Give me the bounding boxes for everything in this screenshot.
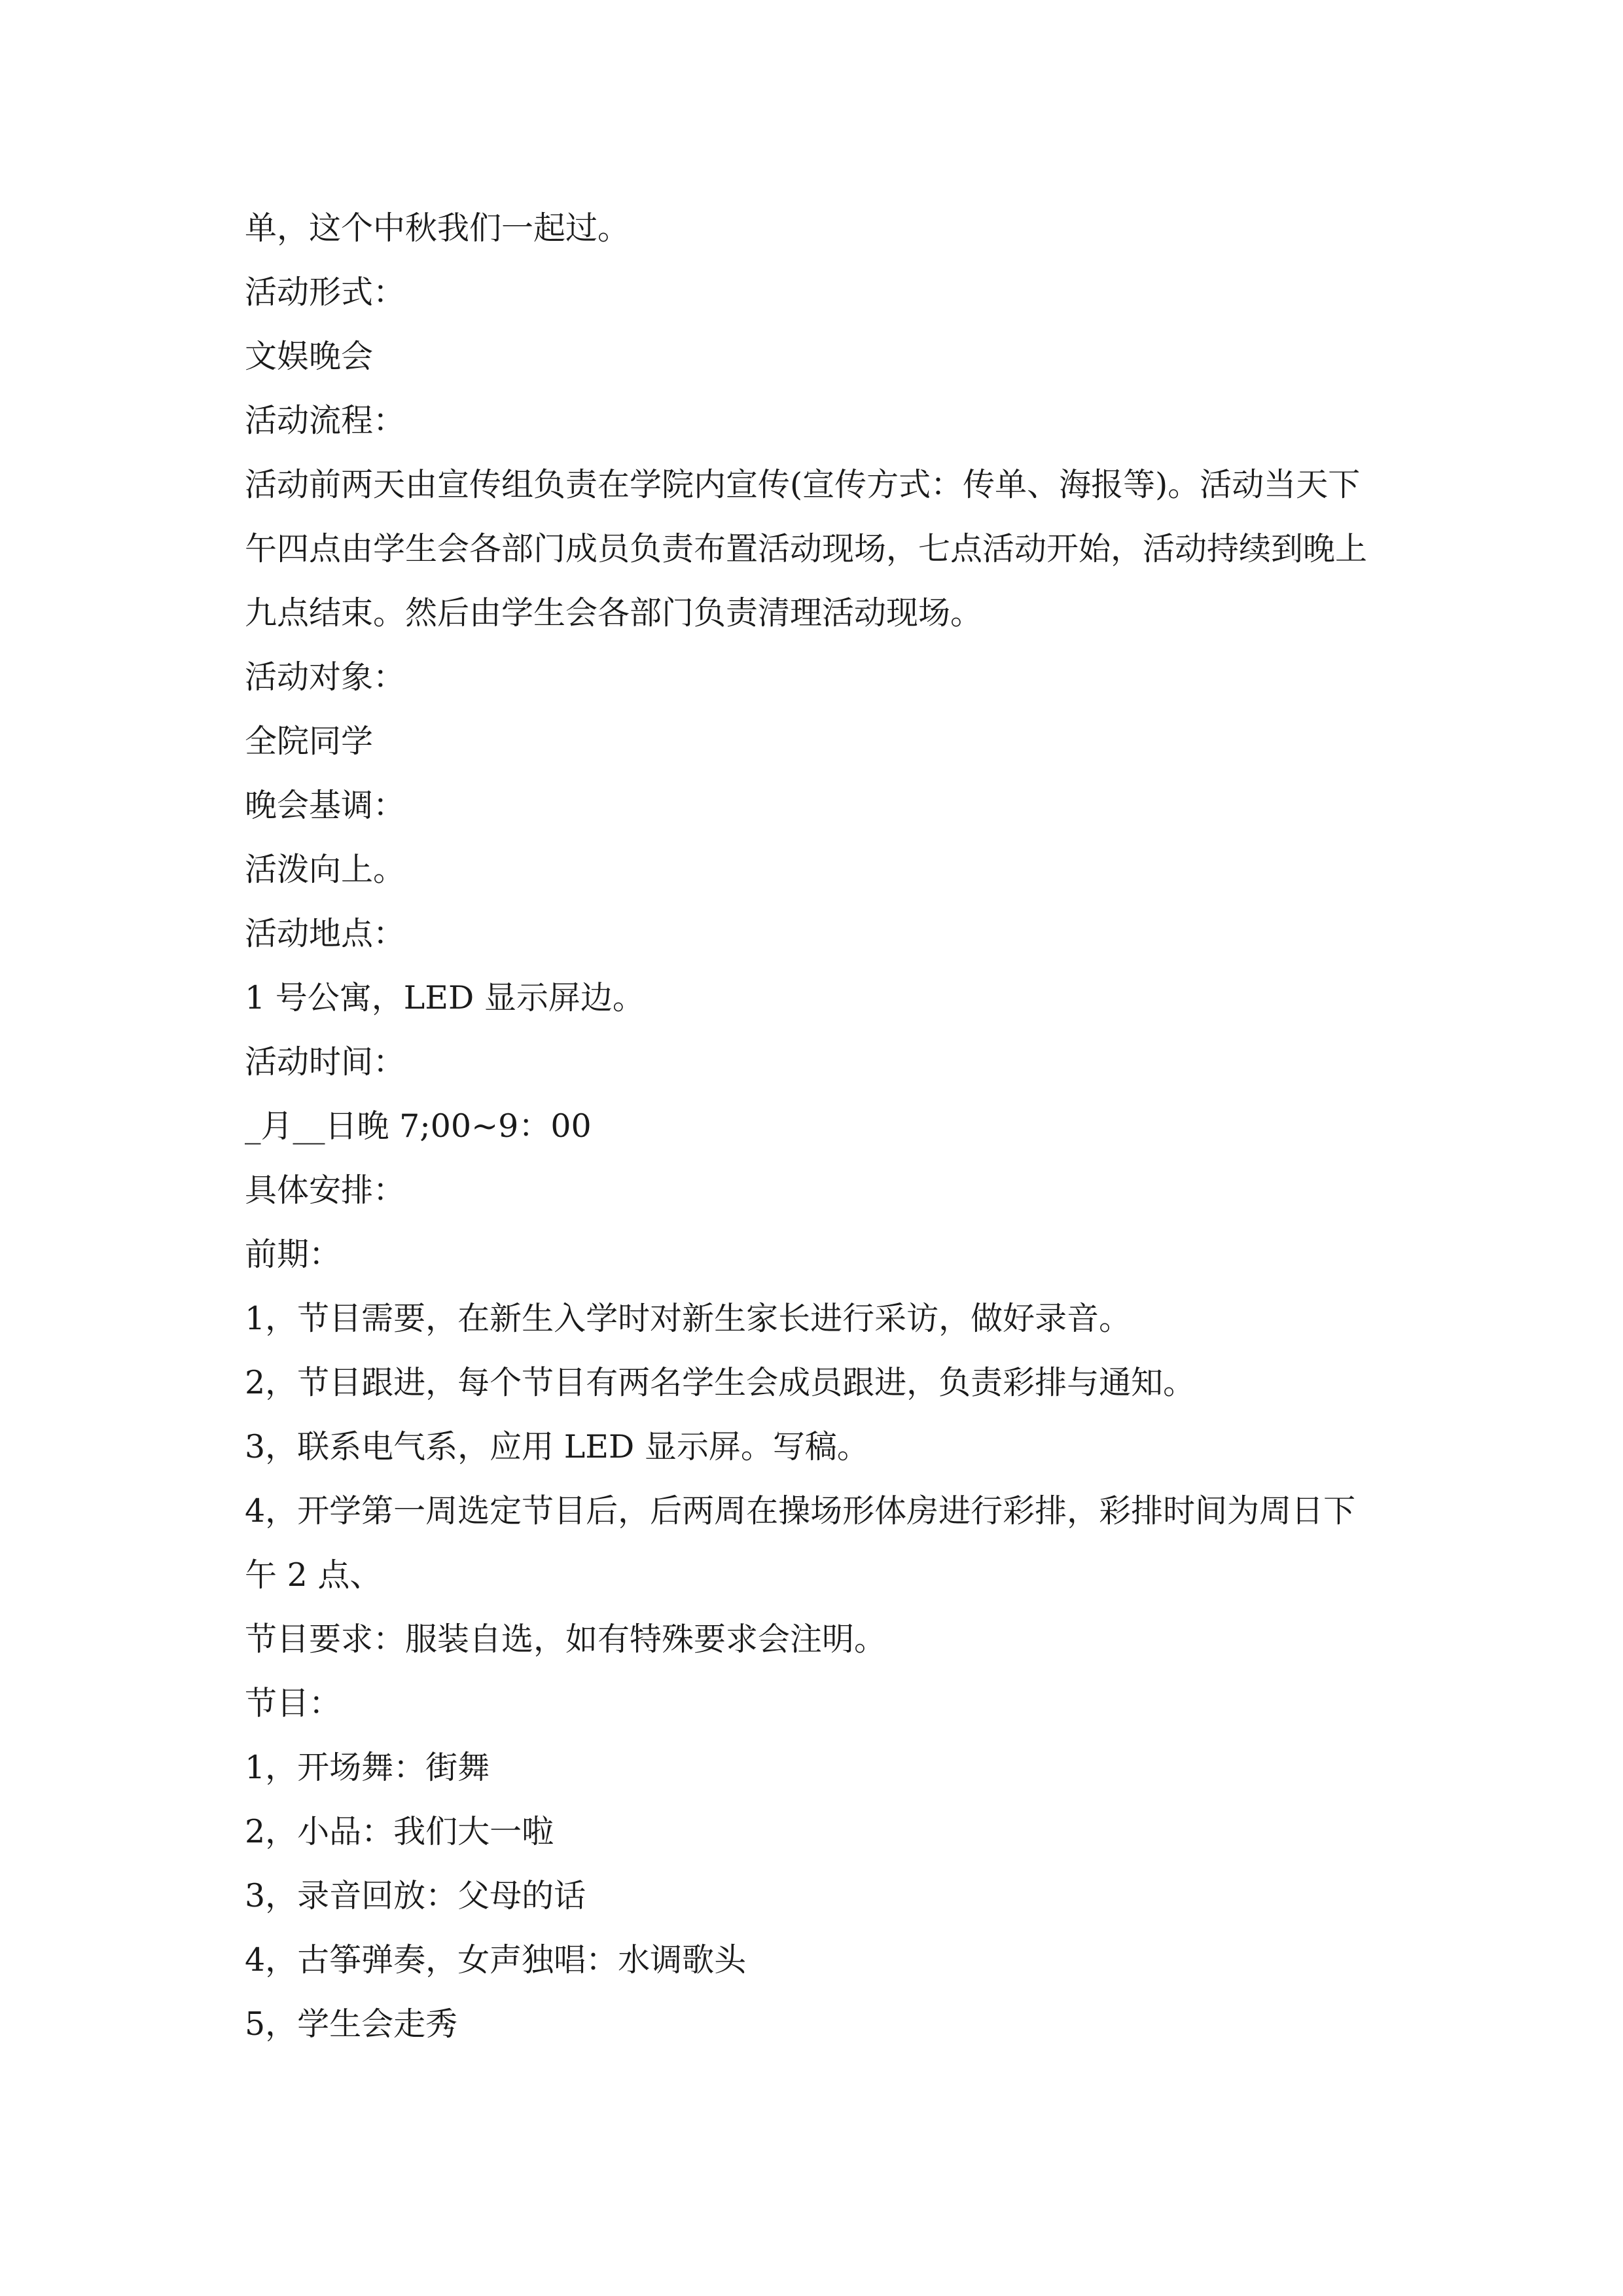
list-item: 4，开学第一周选定节目后，后两周在操场形体房进行彩排，彩排时间为周日下	[245, 1492, 1356, 1530]
section-heading: 晚会基调：	[245, 787, 406, 824]
text-line: 午四点由学生会各部门成员负责布置活动现场，七点活动开始，活动持续到晚上	[245, 530, 1368, 567]
section-heading: 具体安排：	[245, 1172, 406, 1209]
text-line: 活泼向上。	[245, 851, 406, 888]
text-line: 活动前两天由宣传组负责在学院内宣传(宣传方式：传单、海报等)。活动当天下	[245, 466, 1361, 503]
list-item-continued: 午 2 点、	[245, 1556, 382, 1594]
text-line: _月__日晚 7;00~9：00	[245, 1107, 592, 1145]
section-heading: 活动形式：	[245, 274, 406, 311]
program-item: 2，小品：我们大一啦	[245, 1813, 554, 1850]
text-line: 全院同学	[245, 723, 374, 760]
section-heading: 活动时间：	[245, 1043, 406, 1081]
list-item: 2，节目跟进，每个节目有两名学生会成员跟进，负责彩排与通知。	[245, 1364, 1196, 1401]
section-heading: 节目：	[245, 1685, 342, 1722]
text-line: 1 号公寓，LED 显示屏边。	[245, 979, 645, 1016]
program-item: 4，古筝弹奏，女声独唱：水调歌头	[245, 1941, 747, 1979]
section-heading: 活动对象：	[245, 658, 406, 696]
section-heading: 前期：	[245, 1236, 342, 1273]
document-body	[245, 196, 1383, 2056]
program-item: 1，开场舞：街舞	[245, 1749, 490, 1786]
list-item: 1，节目需要，在新生入学时对新生家长进行采访，做好录音。	[245, 1300, 1132, 1337]
section-heading: 活动流程：	[245, 402, 406, 439]
text-line: 九点结束。然后由学生会各部门负责清理活动现场。	[245, 594, 983, 632]
text-line: 节目要求：服装自选，如有特殊要求会注明。	[245, 1621, 887, 1658]
text-line: 文娱晚会	[245, 338, 374, 375]
list-item: 3，联系电气系，应用 LED 显示屏。写稿。	[245, 1428, 869, 1465]
section-heading: 活动地点：	[245, 915, 406, 952]
program-item: 5，学生会走秀	[245, 2005, 458, 2043]
text-line: 单，这个中秋我们一起过。	[245, 209, 630, 247]
program-item: 3，录音回放：父母的话	[245, 1877, 586, 1914]
